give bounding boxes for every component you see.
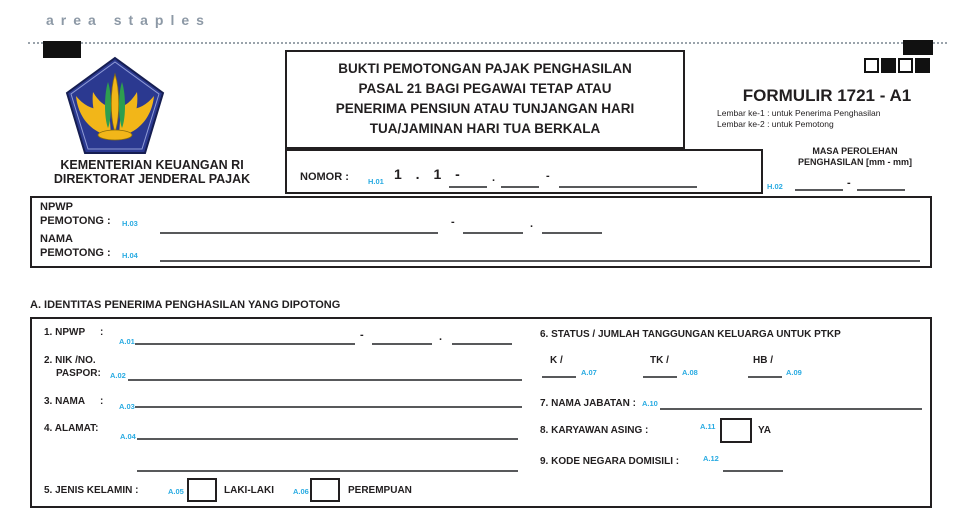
field-nama-label: 3. NAMA	[44, 396, 86, 407]
field-karyawan-asing-label: 8. KARYAWAN ASING :	[540, 425, 649, 436]
barcode-square-2	[881, 58, 896, 73]
npwp-field-2[interactable]	[372, 343, 432, 345]
nomor-field-3[interactable]	[559, 186, 697, 188]
masa-label-line2: PENGHASILAN [mm - mm]	[797, 157, 912, 167]
masa-dash: -	[847, 177, 851, 189]
jabatan-field[interactable]	[660, 408, 922, 410]
nomor-label: NOMOR :	[300, 171, 349, 183]
nama-pemotong-field[interactable]	[160, 260, 920, 262]
checkbox-karyawan-asing-ya[interactable]	[720, 418, 752, 443]
label-ya: YA	[758, 425, 771, 436]
field-npwp-colon: :	[100, 327, 104, 338]
field-nik-label-2: PASPOR:	[56, 368, 101, 379]
ministry-line2: DIREKTORAT JENDERAL PAJAK	[53, 172, 251, 186]
field-kode-negara-label: 9. KODE NEGARA DOMISILI :	[540, 456, 680, 467]
alamat-field-2[interactable]	[137, 470, 518, 472]
nama-pemotong-code: H.04	[122, 251, 138, 260]
nama-pemotong-label-1: NAMA	[40, 233, 73, 245]
kemenkeu-logo	[64, 56, 166, 161]
kode-negara-field[interactable]	[723, 470, 783, 472]
field-alamat-code: A.04	[120, 432, 136, 441]
field-jenis-kelamin-label: 5. JENIS KELAMIN :	[44, 485, 139, 496]
npwp-pemotong-field-3[interactable]	[542, 232, 602, 234]
label-perempuan: PEREMPUAN	[348, 485, 412, 496]
field-npwp-code: A.01	[119, 337, 135, 346]
field-jabatan-code: A.10	[642, 399, 658, 408]
tk-code: A.08	[682, 368, 698, 377]
label-laki-laki: LAKI-LAKI	[224, 485, 274, 496]
tk-count-field[interactable]	[643, 376, 677, 378]
k-code: A.07	[581, 368, 597, 377]
npwp-dot: .	[439, 331, 443, 343]
nama-pemotong-label-2: PEMOTONG :	[40, 247, 111, 259]
label-hb: HB /	[753, 355, 773, 366]
field-jabatan-label: 7. NAMA JABATAN :	[540, 398, 636, 409]
alamat-field-1[interactable]	[137, 438, 518, 440]
npwp-pemotong-field-2[interactable]	[463, 232, 523, 234]
form-code: FORMULIR 1721 - A1	[742, 86, 912, 105]
npwp-field-1[interactable]	[135, 343, 355, 345]
jenis-kelamin-male-code: A.05	[168, 487, 184, 496]
masa-perolehan-label	[775, 146, 935, 168]
masa-label-line1: MASA PEROLEHAN	[812, 146, 898, 156]
npwp-field-3[interactable]	[452, 343, 512, 345]
ministry-line1: KEMENTERIAN KEUANGAN RI	[60, 158, 244, 172]
npwp-pemotong-dash: -	[451, 216, 455, 228]
label-k: K /	[550, 355, 563, 366]
karyawan-asing-code: A.11	[700, 422, 716, 431]
area-staples-label: area staples	[46, 12, 211, 28]
staple-dotted-line	[28, 42, 947, 44]
field-nama-code: A.03	[119, 402, 135, 411]
nomor-value: 1 . 1 -	[394, 166, 465, 182]
hb-count-field[interactable]	[748, 376, 782, 378]
npwp-pemotong-label-1: NPWP	[40, 201, 73, 213]
form-title-line2: PASAL 21 BAGI PEGAWAI TETAP ATAU	[358, 81, 612, 96]
section-a-heading: A. IDENTITAS PENERIMA PENGHASILAN YANG DIPOTONG	[30, 299, 341, 311]
form-title-line4: TUA/JAMINAN HARI TUA BERKALA	[369, 121, 601, 136]
barcode-square-1	[864, 58, 879, 73]
k-count-field[interactable]	[542, 376, 576, 378]
nomor-dash: -	[546, 170, 550, 182]
nomor-field-2[interactable]	[501, 186, 539, 188]
hb-code: A.09	[786, 368, 802, 377]
nomor-field-1[interactable]	[449, 186, 487, 188]
npwp-pemotong-field-1[interactable]	[160, 232, 438, 234]
masa-month-from-field[interactable]	[795, 189, 843, 191]
form-title-line1: BUKTI PEMOTONGAN PAJAK PENGHASILAN	[338, 61, 632, 76]
kode-negara-code: A.12	[703, 454, 719, 463]
nomor-dot: .	[492, 172, 496, 184]
npwp-pemotong-code: H.03	[122, 219, 138, 228]
npwp-pemotong-dot: .	[530, 218, 534, 230]
logo-sheaf	[105, 74, 125, 132]
lembar-note-1: Lembar ke-1 : untuk Penerima Penghasilan	[717, 108, 881, 118]
npwp-pemotong-label-2: PEMOTONG :	[40, 215, 111, 227]
registration-mark-right	[903, 40, 933, 55]
field-npwp-label: 1. NPWP	[44, 327, 86, 338]
field-nik-code: A.02	[110, 371, 126, 380]
checkbox-perempuan[interactable]	[310, 478, 340, 502]
masa-month-to-field[interactable]	[857, 189, 905, 191]
nomor-code: H.01	[368, 177, 384, 186]
barcode-square-4	[915, 58, 930, 73]
field-alamat-label: 4. ALAMAT:	[44, 423, 99, 434]
field-status-ptkp-label: 6. STATUS / JUMLAH TANGGUNGAN KELUARGA UNTUK PTKP	[540, 329, 841, 340]
lembar-note-2: Lembar ke-2 : untuk Pemotong	[717, 119, 834, 129]
form-title-line3: PENERIMA PENSIUN ATAU TUNJANGAN HARI	[335, 101, 635, 116]
npwp-dash: -	[360, 329, 364, 341]
jenis-kelamin-female-code: A.06	[293, 487, 309, 496]
nama-field[interactable]	[135, 406, 522, 408]
nik-field[interactable]	[128, 379, 522, 381]
barcode-square-3	[898, 58, 913, 73]
form-title-box	[285, 50, 685, 149]
ministry-name	[18, 158, 286, 186]
field-nama-colon: :	[100, 396, 104, 407]
label-tk: TK /	[650, 355, 669, 366]
checkbox-laki-laki[interactable]	[187, 478, 217, 502]
masa-code: H.02	[767, 182, 783, 191]
field-nik-label-1: 2. NIK /NO.	[44, 355, 96, 366]
section-a-box	[30, 317, 932, 508]
